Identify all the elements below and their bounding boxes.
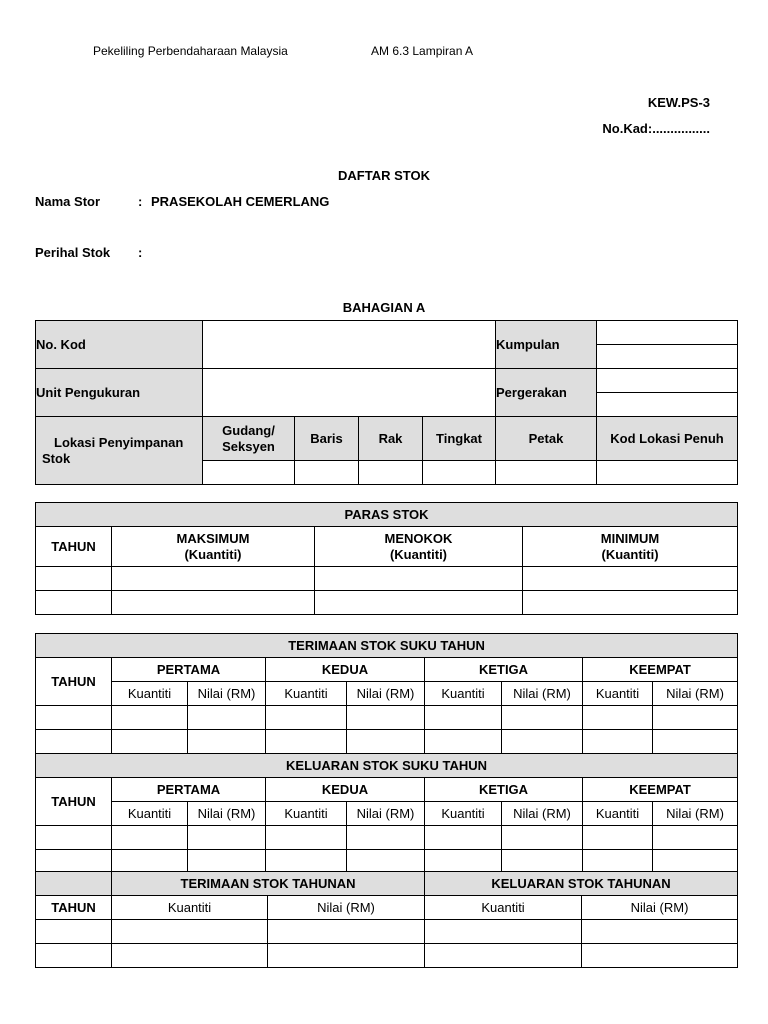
- receipts-q1-value-header: Nilai (RM): [188, 682, 266, 706]
- group-label: Kumpulan: [496, 321, 597, 369]
- issues-q2-value-header: Nilai (RM): [347, 802, 425, 826]
- receipts-q1-header: PERTAMA: [112, 658, 266, 682]
- store-name-colon: :: [138, 194, 143, 209]
- lot-field[interactable]: [496, 461, 597, 485]
- card-number: No.Kad:................: [602, 121, 710, 136]
- issues-q1-qty-header: Kuantiti: [112, 802, 188, 826]
- table-row: [36, 944, 738, 968]
- issues-q4-value-header: Nilai (RM): [653, 802, 738, 826]
- table-row: [36, 591, 738, 615]
- level-field[interactable]: [423, 461, 496, 485]
- table-row: [36, 826, 738, 850]
- receipts-q4-header: KEEMPAT: [583, 658, 738, 682]
- issues-q3-header: KETIGA: [425, 778, 583, 802]
- table-row: [36, 850, 738, 874]
- stock-level-year-header: TAHUN: [36, 527, 112, 567]
- group-field-1[interactable]: [597, 321, 738, 345]
- issues-q3-value-header: Nilai (RM): [502, 802, 583, 826]
- issues-q2-header: KEDUA: [266, 778, 425, 802]
- minimum-header: [523, 527, 738, 567]
- stock-level-table: [35, 502, 738, 615]
- annual-issues-title: KELUARAN STOK TAHUNAN: [425, 872, 738, 896]
- quarterly-issues-title: KELUARAN STOK SUKU TAHUN: [36, 754, 738, 778]
- maximum-header: [112, 527, 315, 567]
- receipts-year-header: TAHUN: [36, 658, 112, 706]
- issues-q3-qty-header: Kuantiti: [425, 802, 502, 826]
- store-name-value: PRASEKOLAH CEMERLANG: [151, 194, 330, 209]
- issues-q1-value-header: Nilai (RM): [188, 802, 266, 826]
- group-field-2[interactable]: [597, 345, 738, 369]
- unit-of-measure-label: Unit Pengukuran: [36, 369, 203, 417]
- issues-q1-header: PERTAMA: [112, 778, 266, 802]
- storage-location-label-line1: Lokasi Penyimpanan: [54, 434, 184, 450]
- row-field[interactable]: [295, 461, 359, 485]
- item-code-field[interactable]: [203, 321, 496, 369]
- warehouse-header-line2: Seksyen: [222, 438, 275, 454]
- receipts-q2-header: KEDUA: [266, 658, 425, 682]
- store-name-label: Nama Stor: [35, 194, 101, 209]
- issues-q4-header: KEEMPAT: [583, 778, 738, 802]
- maximum-header-line1: MAKSIMUM: [176, 530, 250, 546]
- form-code: KEW.PS-3: [647, 95, 710, 110]
- reorder-header-line2: (Kuantiti): [389, 546, 448, 562]
- stock-subject-label: Perihal Stok: [35, 245, 111, 260]
- table-row: [36, 730, 738, 754]
- page-title: DAFTAR STOK: [338, 168, 430, 183]
- minimum-header-line1: MINIMUM: [600, 530, 660, 546]
- stock-subject-colon: :: [138, 245, 143, 260]
- issues-year-header: TAHUN: [36, 778, 112, 826]
- receipts-q2-value-header: Nilai (RM): [347, 682, 425, 706]
- storage-location-label: [36, 417, 203, 485]
- section-a-title: BAHAGIAN A: [342, 300, 426, 315]
- unit-of-measure-field[interactable]: [203, 369, 496, 417]
- maximum-header-line2: (Kuantiti): [184, 546, 242, 562]
- appendix-reference: AM 6.3 Lampiran A: [371, 44, 474, 58]
- row-header: Baris: [295, 417, 359, 461]
- annual-receipts-value-header: Nilai (RM): [268, 896, 425, 920]
- full-location-code-field[interactable]: [597, 461, 738, 485]
- table-row: [36, 567, 738, 591]
- circular-title: Pekeliling Perbendaharaan Malaysia: [93, 44, 288, 58]
- section-a-table: [35, 320, 738, 485]
- item-code-label: No. Kod: [36, 321, 203, 369]
- quarterly-stock-table: [35, 633, 738, 874]
- lot-header: Petak: [496, 417, 597, 461]
- annual-receipts-qty-header: Kuantiti: [112, 896, 268, 920]
- annual-corner-cell: [36, 872, 112, 896]
- reorder-header-line1: MENOKOK: [384, 530, 453, 546]
- receipts-q3-value-header: Nilai (RM): [502, 682, 583, 706]
- movement-field-2[interactable]: [597, 393, 738, 417]
- table-row: [36, 920, 738, 944]
- receipts-q3-qty-header: Kuantiti: [425, 682, 502, 706]
- warehouse-header-line1: Gudang/: [222, 422, 275, 438]
- movement-field-1[interactable]: [597, 369, 738, 393]
- receipts-q3-header: KETIGA: [425, 658, 583, 682]
- annual-year-header: TAHUN: [36, 896, 112, 920]
- issues-q2-qty-header: Kuantiti: [266, 802, 347, 826]
- annual-stock-table: [35, 871, 738, 968]
- receipts-q2-qty-header: Kuantiti: [266, 682, 347, 706]
- warehouse-header: [203, 417, 295, 461]
- storage-location-label-line2: Stok: [42, 450, 71, 466]
- table-row: [36, 706, 738, 730]
- issues-q4-qty-header: Kuantiti: [583, 802, 653, 826]
- minimum-header-line2: (Kuantiti): [601, 546, 659, 562]
- annual-issues-value-header: Nilai (RM): [582, 896, 738, 920]
- rack-header: Rak: [359, 417, 423, 461]
- full-location-code-header: Kod Lokasi Penuh: [597, 417, 738, 461]
- annual-issues-qty-header: Kuantiti: [425, 896, 582, 920]
- receipts-q4-qty-header: Kuantiti: [583, 682, 653, 706]
- rack-field[interactable]: [359, 461, 423, 485]
- receipts-q4-value-header: Nilai (RM): [653, 682, 738, 706]
- annual-receipts-title: TERIMAAN STOK TAHUNAN: [112, 872, 425, 896]
- reorder-header: [315, 527, 523, 567]
- movement-label: Pergerakan: [496, 369, 597, 417]
- stock-level-title: PARAS STOK: [36, 503, 738, 527]
- warehouse-field[interactable]: [203, 461, 295, 485]
- level-header: Tingkat: [423, 417, 496, 461]
- receipts-q1-qty-header: Kuantiti: [112, 682, 188, 706]
- quarterly-receipts-title: TERIMAAN STOK SUKU TAHUN: [36, 634, 738, 658]
